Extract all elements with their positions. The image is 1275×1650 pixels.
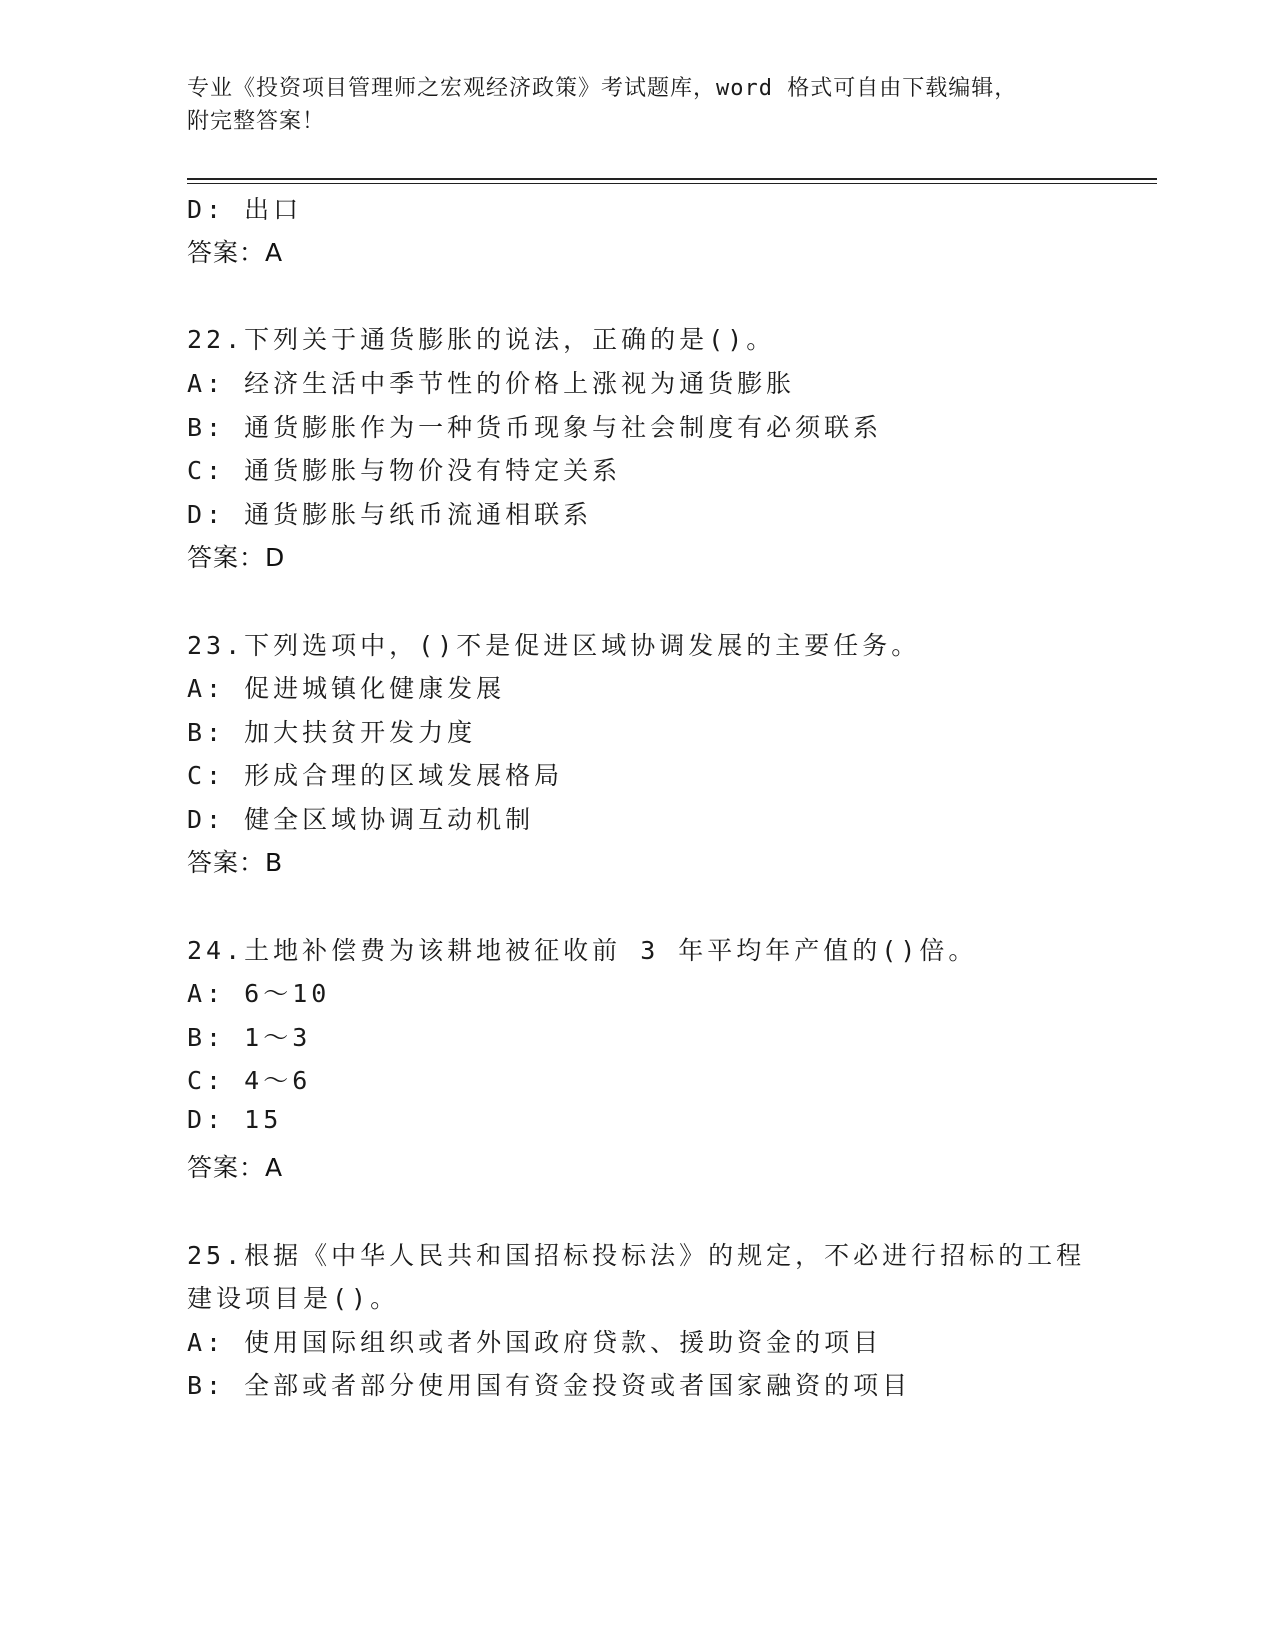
header-divider-thick — [187, 178, 1157, 180]
document-header — [187, 72, 1067, 138]
prev-answer: 答案：A — [187, 238, 284, 267]
question-22-answer: 答案：D — [187, 543, 286, 572]
question-22-option-b: B: 通货膨胀作为一种货币现象与社会制度有必须联系 — [187, 413, 883, 442]
question-23-option-a: A: 促进城镇化健康发展 — [187, 674, 506, 703]
question-24-option-c: C: 4～6 — [187, 1066, 312, 1095]
header-line-2: 附完整答案！ — [187, 109, 326, 134]
question-23-option-c: C: 形成合理的区域发展格局 — [187, 761, 564, 790]
prev-option-d: D: 出口 — [187, 195, 303, 224]
question-24-answer: 答案：A — [187, 1153, 284, 1182]
question-25-option-b: B: 全部或者部分使用国有资金投资或者国家融资的项目 — [187, 1371, 912, 1400]
question-23-option-b: B: 加大扶贫开发力度 — [187, 718, 477, 747]
question-22-option-a: A: 经济生活中季节性的价格上涨视为通货膨胀 — [187, 369, 796, 398]
question-22-stem: 22.下列关于通货膨胀的说法，正确的是()。 — [187, 325, 776, 354]
question-24-option-d: D: 15 — [187, 1105, 283, 1134]
question-25-option-a: A: 使用国际组织或者外国政府贷款、援助资金的项目 — [187, 1328, 883, 1357]
question-23-stem: 23.下列选项中，()不是促进区域协调发展的主要任务。 — [187, 631, 921, 660]
question-24-option-b: B: 1～3 — [187, 1023, 312, 1052]
question-23-answer: 答案：B — [187, 848, 284, 877]
question-24-option-a: A: 6～10 — [187, 979, 331, 1008]
header-line-1: 专业《投资项目管理师之宏观经济政策》考试题库，word 格式可自由下载编辑， — [187, 76, 1018, 101]
question-25-stem-line-2: 建设项目是()。 — [187, 1284, 400, 1313]
question-22-option-d: D: 通货膨胀与纸币流通相联系 — [187, 500, 593, 529]
question-25-stem-line-1: 25.根据《中华人民共和国招标投标法》的规定，不必进行招标的工程 — [187, 1241, 1086, 1270]
question-24-stem: 24.土地补偿费为该耕地被征收前 3 年平均年产值的()倍。 — [187, 936, 978, 965]
header-divider-thin — [187, 183, 1157, 184]
question-23-option-d: D: 健全区域协调互动机制 — [187, 805, 535, 834]
question-22-option-c: C: 通货膨胀与物价没有特定关系 — [187, 456, 622, 485]
